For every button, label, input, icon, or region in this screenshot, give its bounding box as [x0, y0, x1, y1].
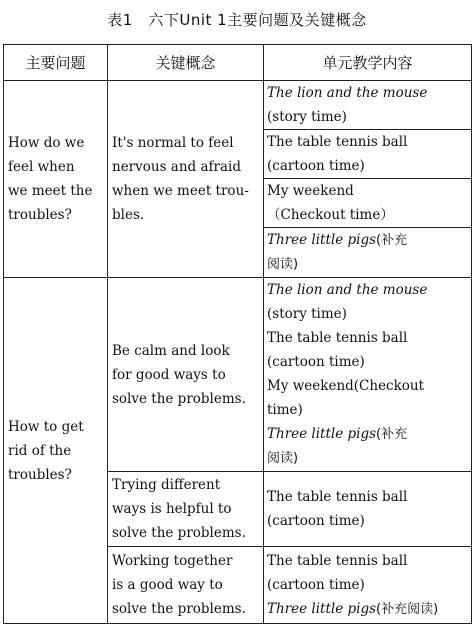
item-title: The table tennis ball: [267, 134, 408, 150]
text-line: is a good way to: [112, 577, 223, 593]
content-line: The table tennis ball: [267, 330, 408, 346]
text-line: solve the problems.: [112, 525, 246, 541]
section2-content-b: [264, 472, 472, 547]
text-line: solve the problems.: [112, 601, 246, 617]
content-line: (cartoon time): [267, 576, 365, 593]
section2-concept-a: [108, 278, 264, 472]
content-line: 阅读): [267, 451, 299, 466]
content-line: time): [267, 402, 303, 418]
content-item: [264, 178, 471, 227]
content-item: [264, 129, 471, 178]
header-question: 主要问题: [4, 45, 108, 81]
item-title: The lion and the mouse: [267, 85, 428, 101]
content-line: (story time): [267, 306, 347, 322]
text-line: rid of the: [8, 442, 72, 459]
section2-content-c: [264, 547, 472, 624]
section1-concept: [108, 81, 264, 278]
text-line: ways is helpful to: [112, 501, 232, 517]
header-row: [4, 45, 472, 81]
content-line: The table tennis ball: [267, 552, 408, 569]
header-concept: 关键概念: [108, 45, 264, 81]
content-line: The table tennis ball: [267, 489, 408, 505]
content-suffix: (补充阅读): [376, 601, 439, 617]
text-line: when we meet trou-: [112, 183, 249, 199]
item-suffix: (补充: [376, 233, 408, 248]
item-note: （Checkout time）: [267, 207, 394, 223]
section2-row-a: [4, 278, 472, 472]
text-line: How to get: [8, 418, 84, 435]
section1-question: [4, 81, 108, 278]
content-line: My weekend(Checkout: [267, 378, 425, 394]
header-content: 单元教学内容: [264, 45, 472, 81]
content-item: [264, 81, 471, 129]
concept-table: [3, 44, 472, 624]
text-line: troubles?: [8, 207, 72, 223]
item-title: My weekend: [267, 183, 354, 199]
text-line: It's normal to feel: [112, 135, 234, 151]
text-line: troubles?: [8, 466, 72, 483]
text-line: bles.: [112, 207, 145, 223]
text-line: Trying different: [112, 477, 221, 493]
text-line: Be calm and look: [112, 342, 230, 359]
content-line: (cartoon time): [267, 513, 365, 529]
text-line: Working together: [112, 553, 233, 569]
item-title: Three little pigs: [267, 232, 377, 248]
section1-row: [4, 81, 472, 278]
content-line: The lion and the mouse: [267, 282, 428, 298]
content-suffix: (补充: [376, 427, 408, 442]
section2-concept-c: [108, 547, 264, 624]
item-note: 阅读): [267, 257, 299, 272]
text-line: nervous and afraid: [112, 159, 241, 175]
section2-content-a: [264, 278, 472, 472]
content-line: Three little pigs: [267, 426, 377, 442]
text-line: How do we: [8, 135, 85, 151]
section1-content: [264, 81, 472, 278]
text-line: we meet the: [8, 183, 93, 199]
item-note: (cartoon time): [267, 158, 365, 174]
content-line: Three little pigs: [267, 600, 377, 617]
section2-question: [4, 278, 108, 624]
content-item: [264, 227, 471, 277]
text-line: feel when: [8, 159, 75, 175]
text-line: solve the problems.: [112, 390, 246, 407]
section2-concept-b: [108, 472, 264, 547]
content-line: (cartoon time): [267, 354, 365, 370]
text-line: for good ways to: [112, 366, 226, 383]
item-note: (story time): [267, 109, 347, 125]
table-caption: 表1 六下Unit 1主要问题及关键概念: [107, 11, 367, 29]
